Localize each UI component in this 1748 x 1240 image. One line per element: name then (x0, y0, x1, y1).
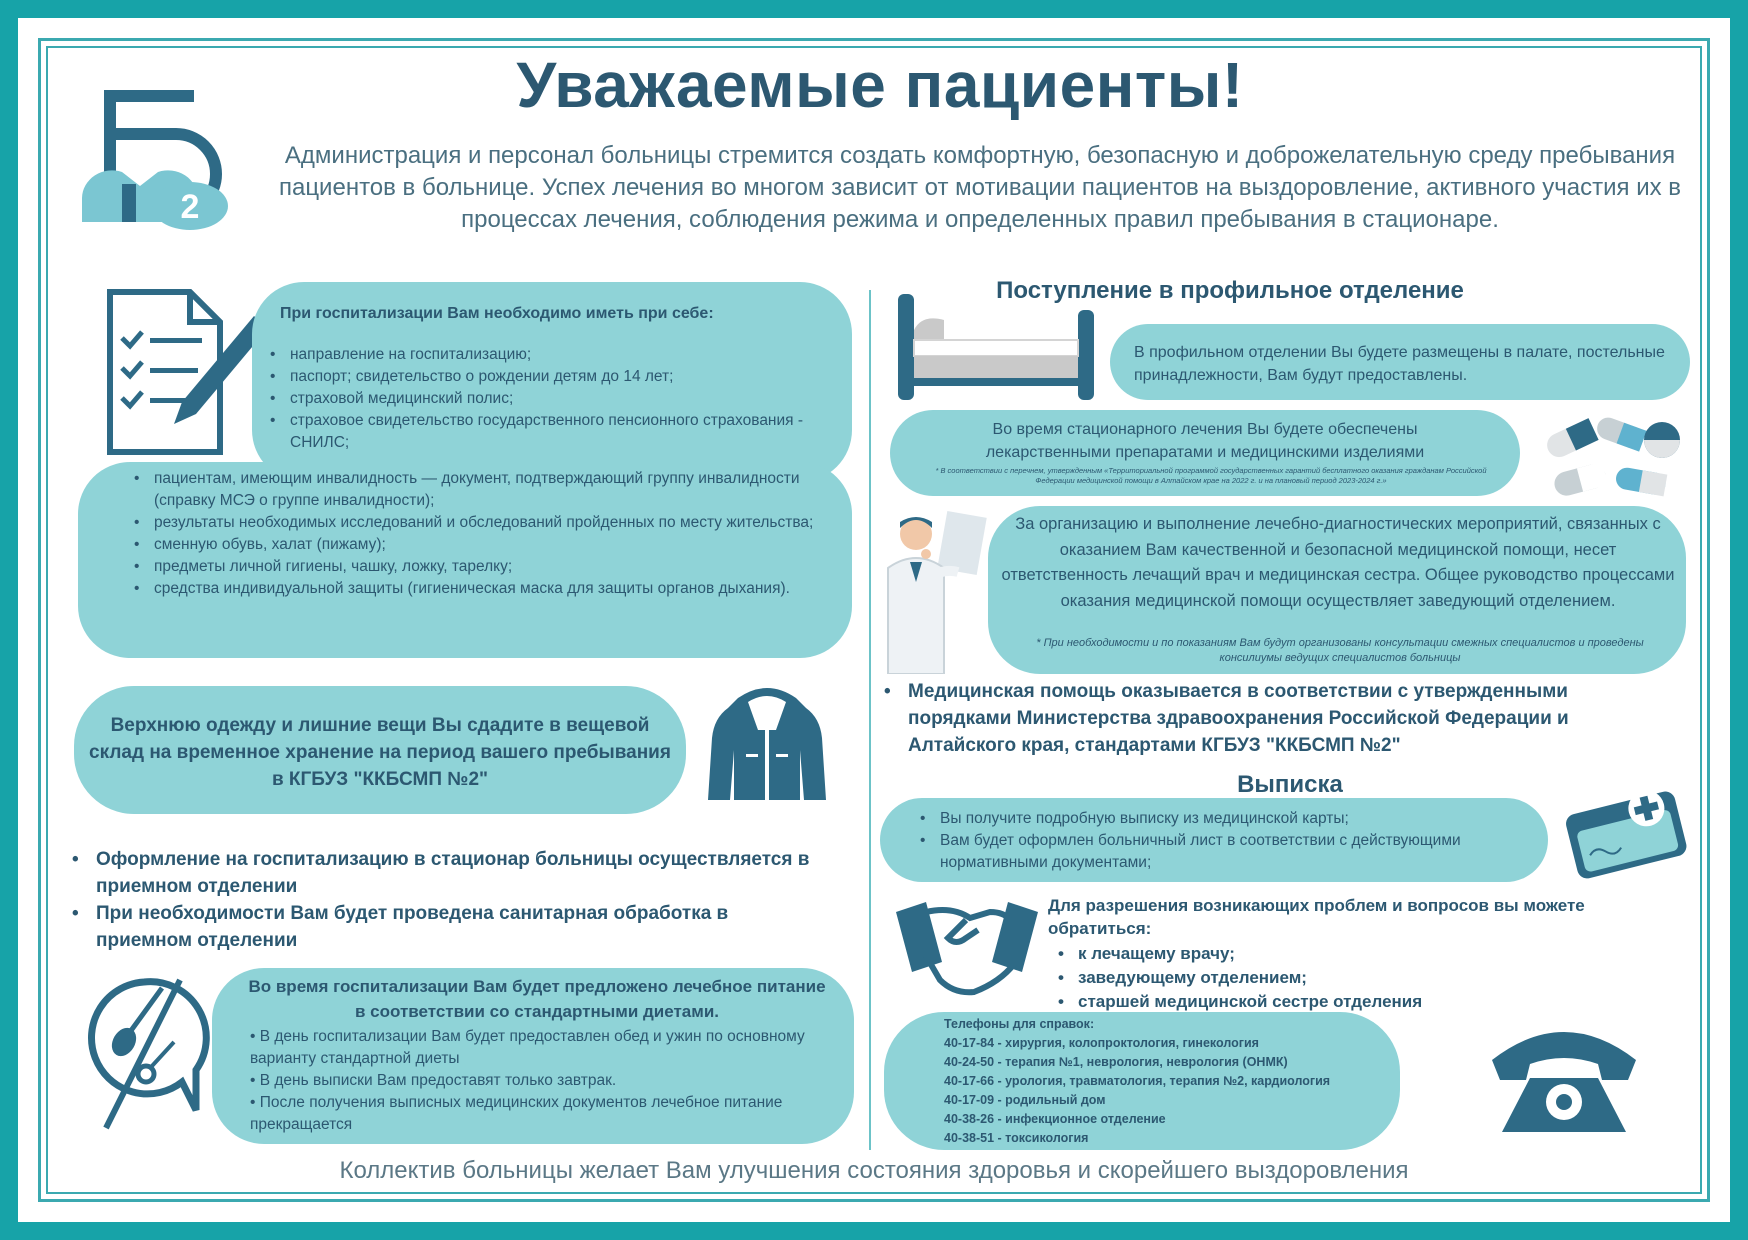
medical-card-icon (1562, 780, 1690, 888)
phone-item: 40-17-09 - родильный дом (944, 1093, 1106, 1107)
hospitalization-list-bottom (130, 468, 820, 600)
food-line: • После получения выписных медицинских документов лечебное питание прекращается (250, 1094, 783, 1133)
list-item: • паспорт; свидетельство о рождении детям до 14 лет; (266, 366, 806, 388)
list-item: • При необходимости Вам будет проведена санитарная обработка в приемном отделении (68, 900, 828, 954)
list-item: • Медицинская помощь оказывается в соответствии с утвержденными порядками Министерства здравоохранения Российской Федерации и Алтайского края, стандартами КГБУЗ "ККБСМП №2" (880, 678, 1670, 759)
department-heading: Поступление в профильное отделение (996, 277, 1464, 304)
problems-list (1054, 942, 1614, 1014)
list-item: • страховое свидетельство государственного пенсионного страхования - СНИЛС; (266, 410, 806, 454)
list-item: • сменную обувь, халат (пижаму); (130, 534, 820, 556)
phones-heading: Телефоны для справок: (944, 1017, 1095, 1031)
food-line: • В день выписки Вам предоставят только завтрак. (250, 1072, 617, 1089)
bed-icon (896, 290, 1096, 402)
column-divider (869, 290, 871, 1150)
list-item: • к лечащему врачу; (1054, 942, 1614, 966)
handshake-icon (892, 892, 1042, 1002)
meds-note: * В соответствии с перечнем, утвержденным «Территориальной программой государственных гарантий бесплатного оказания гражданам Российской Федерации медицинской помощи в Алтайском крае на 2022 г. и на плановый период 2023-2024 г.» (935, 466, 1487, 485)
clothes-text: Верхнюю одежду и лишние вещи Вы сдадите в вещевой склад на временное хранение на период вашего пребывания в КГБУЗ "ККБСМП №2" (89, 715, 671, 790)
food-line: • В день госпитализации Вам будет предоставлен обед и ужин по основному варианту стандартной диеты (250, 1028, 805, 1067)
phones-list (944, 1034, 1394, 1148)
list-item: • Вы получите подробную выписку из медицинской карты; (916, 808, 1544, 830)
ward-text: В профильном отделении Вы будете размещены в палате, постельные принадлежности, Вам будут предоставлены. (1134, 344, 1665, 384)
list-item: • пациентам, имеющим инвалидность — документ, подтверждающий группу инвалидности (справку МСЭ о группе инвалидности); (130, 468, 820, 512)
list-item: • заведующему отделением; (1054, 966, 1614, 990)
svg-text:2: 2 (180, 188, 200, 226)
phone-item: 40-38-26 - инфекционное отделение (944, 1112, 1166, 1126)
discharge-list (916, 808, 1544, 874)
list-item: • результаты необходимых исследований и обследований пройденных по месту жительства; (130, 512, 820, 534)
list-item: • предметы личной гигиены, чашку, ложку, тарелку; (130, 556, 820, 578)
standards-list (880, 678, 1670, 759)
footer-wish: Коллектив больницы желает Вам улучшения состояния здоровья и скорейшего выздоровления (339, 1157, 1409, 1184)
hospitalization-heading: При госпитализации Вам необходимо иметь при себе: (280, 305, 714, 322)
phone-item: 40-24-50 - терапия №1, неврология, неврология (ОНМК) (944, 1055, 1288, 1069)
intro-text: Администрация и персонал больницы стремится создать комфортную, безопасную и доброжелательную среду пребывания пациентов в больнице. Успех лечения во многом зависит от мотивации пациентов на выздоровление, активного участия их в процессах лечения, соблюдения режима и определенных правил пребывания в стационаре. (278, 142, 1682, 233)
problems-heading: Для разрешения возникающих проблем и вопросов вы можете обратиться: (1048, 896, 1585, 938)
list-item: • Оформление на госпитализацию в стационар больницы осуществляется в приемном отделении (68, 846, 828, 900)
page-title: Уважаемые пациенты! (516, 49, 1244, 121)
list-item: • страховой медицинский полис; (266, 388, 806, 410)
list-item: • старшей медицинской сестре отделения (1054, 990, 1614, 1014)
doctor-with-xray-icon (880, 508, 1000, 674)
phone-item: 40-17-84 - хирургия, колопроктология, гинекология (944, 1036, 1259, 1050)
meds-text: Во время стационарного лечения Вы будете обеспечены лекарственными препаратами и медицинскими изделиями (985, 421, 1425, 461)
admission-list (68, 846, 828, 954)
food-lines (250, 1026, 830, 1136)
list-item: • направление на госпитализацию; (266, 344, 806, 366)
discharge-heading: Выписка (1237, 771, 1343, 798)
phone-item: 40-17-66 - урология, травматология, терапия №2, кардиология (944, 1074, 1331, 1088)
list-item: • Вам будет оформлен больничный лист в соответствии с действующими нормативными документами; (916, 830, 1544, 874)
jacket-icon (708, 684, 826, 804)
hospital-logo (72, 88, 232, 238)
responsibility-note: * При необходимости и по показаниям Вам будут организованы консультации смежных специалистов и проведены консилиумы ведущих специалистов больницы (1036, 637, 1644, 664)
no-food-icon (76, 966, 214, 1136)
phone-item: 40-38-51 - токсикология (944, 1131, 1089, 1145)
pills-icon (1540, 410, 1690, 500)
responsibility-text: За организацию и выполнение лечебно-диагностических мероприятий, связанных с оказанием Вам качественной и безопасной медицинской помощи, несет ответственность лечащий врач и медицинская сестра. Общее руководство процессами оказания медицинской помощи осуществляет заведующий отделением. (1001, 515, 1675, 610)
document-checklist-icon (104, 288, 276, 458)
telephone-icon (1484, 1020, 1644, 1136)
list-item: • средства индивидуальной защиты (гигиеническая маска для защиты органов дыхания). (130, 578, 820, 600)
hospitalization-list-top (266, 344, 806, 454)
food-heading: Во время госпитализации Вам будет предложено лечебное питание в соответствии со стандартными диетами. (248, 977, 826, 1021)
